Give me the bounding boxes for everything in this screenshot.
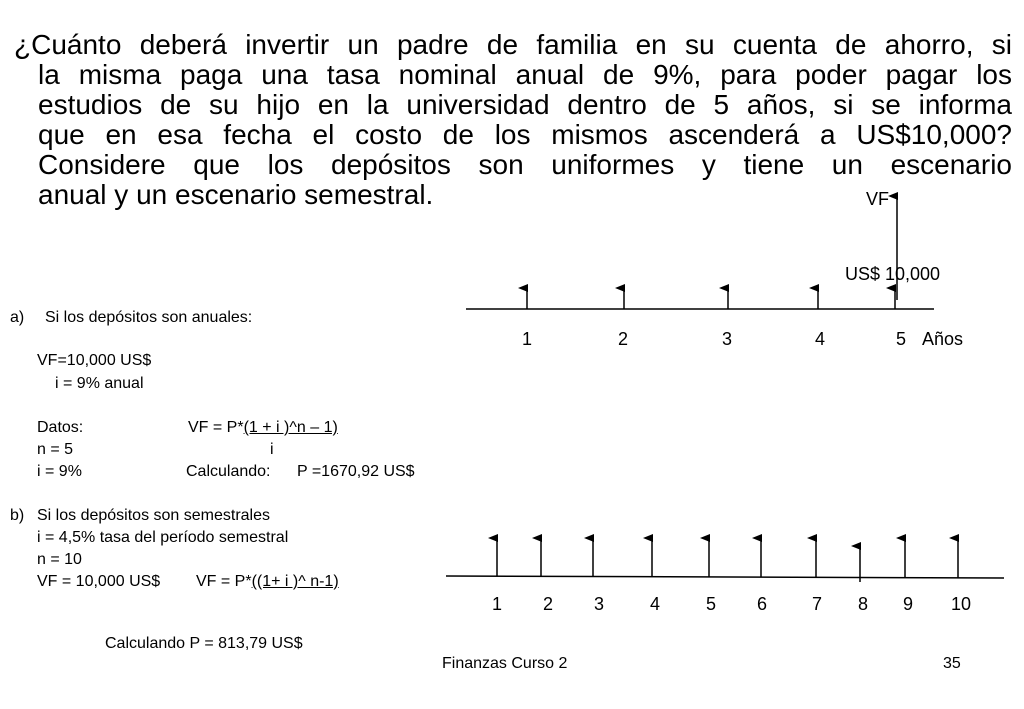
section-a-vf: VF=10,000 US$	[37, 352, 152, 369]
semester-tick-label: 6	[757, 594, 768, 614]
formula-annual	[188, 419, 338, 437]
section-a-calc-label: Calculando:	[186, 463, 271, 480]
question-line: la misma paga una tasa nominal anual de 9%, para poder pagar los	[38, 59, 1012, 90]
formula-underlined: ((1+ i )^ n-1)	[251, 573, 339, 590]
section-b-marker: b)	[10, 507, 25, 524]
future-amount-label: US$ 10,000	[845, 264, 941, 284]
section-b-title: Si los depósitos son semestrales	[37, 507, 270, 524]
section-a-marker: a)	[10, 309, 25, 326]
section-a-n: n = 5	[37, 441, 74, 458]
semester-tick-label: 10	[951, 594, 972, 614]
annual-tick-label: 2	[618, 329, 629, 349]
question-line: ¿Cuánto deberá invertir un padre de familia en su cuenta de ahorro, si	[14, 29, 1012, 60]
footer-course: Finanzas Curso 2	[442, 655, 568, 672]
formula-semester	[196, 573, 339, 591]
question-line: Considere que los depósitos son uniformes y tiene un escenario	[38, 149, 1012, 180]
question-line: anual y un escenario semestral.	[38, 179, 434, 210]
semester-tick-label: 2	[543, 594, 554, 614]
formula-numerator: (1 + i )^n – 1)	[243, 419, 338, 436]
formula-denominator: i	[270, 441, 274, 458]
annual-tick-label: 4	[815, 329, 826, 349]
semester-tick-label: 9	[903, 594, 914, 614]
semester-timeline	[446, 576, 1004, 578]
section-a-i: i = 9%	[37, 463, 82, 480]
section-b-result: Calculando P = 813,79 US$	[105, 635, 303, 652]
semester-tick-label: 5	[706, 594, 717, 614]
semester-tick-label: 8	[858, 594, 869, 614]
vf-label: VF	[866, 189, 890, 209]
section-b-vf: VF = 10,000 US$	[37, 573, 161, 590]
section-b-rate: i = 4,5% tasa del período semestral	[37, 529, 289, 546]
formula-prefix: VF = P*	[196, 573, 252, 590]
page-number: 35	[943, 655, 961, 672]
section-a-result: P =1670,92 US$	[297, 463, 415, 480]
annual-tick-label: 3	[722, 329, 733, 349]
annual-tick-label: 5	[896, 329, 907, 349]
datos-label: Datos:	[37, 419, 84, 436]
section-a-title: Si los depósitos son anuales:	[45, 309, 253, 326]
annual-unit-label: Años	[922, 329, 964, 349]
formula-prefix: VF = P*	[188, 419, 244, 436]
question-line: estudios de su hijo en la universidad dentro de 5 años, si se informa	[38, 89, 1012, 120]
semester-tick-label: 4	[650, 594, 661, 614]
semester-tick-label: 7	[812, 594, 823, 614]
section-b-n: n = 10	[37, 551, 82, 568]
question-line: que en esa fecha el costo de los mismos ascenderá a US$10,000?	[38, 119, 1012, 150]
semester-tick-label: 1	[492, 594, 503, 614]
annual-tick-label: 1	[522, 329, 533, 349]
semester-tick-label: 3	[594, 594, 605, 614]
section-a-rate: i = 9% anual	[55, 375, 144, 392]
